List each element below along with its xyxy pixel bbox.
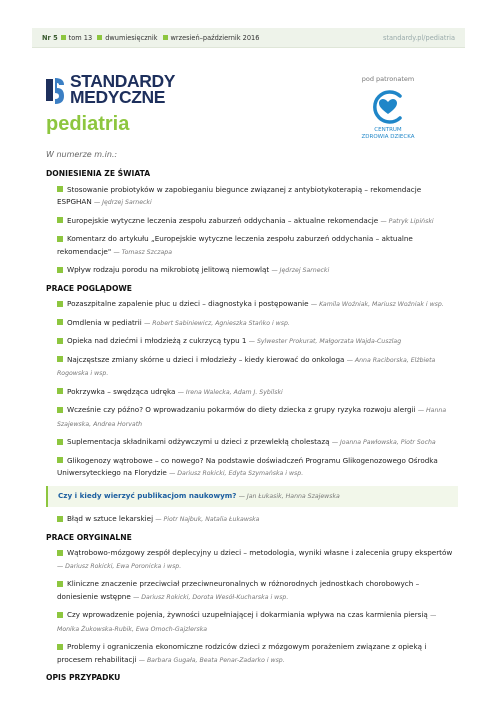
article-title[interactable]: Glikogenozy wątrobowe – co nowego? Na podstawie doświadczeń Programu Glikogenozowego Ośrodka Uniwersyteckiego na Florydzie <box>57 455 438 477</box>
article-authors: — Sylwester Prokurat, Małgorzata Wajda-Cuszlag <box>249 338 401 345</box>
bullet-square-icon <box>57 267 63 273</box>
article-entry[interactable] <box>46 354 458 381</box>
article-entry[interactable] <box>46 513 458 527</box>
brand-wordmark <box>70 73 175 105</box>
bullet-square-icon <box>57 550 63 556</box>
brand-line-1: STANDARDY <box>70 71 175 91</box>
czd-logo-icon <box>368 87 408 127</box>
issue-subtitle: W numerze m.in.: <box>46 150 118 159</box>
article-authors: — Hanna Szajewska, Andrea Horvath <box>57 407 446 428</box>
article-authors: — Robert Sabiniewicz, Agnieszka Stańko i wsp. <box>144 320 290 327</box>
article-entry[interactable] <box>46 386 458 400</box>
article-title[interactable]: Pokrzywka – swędząca udręka <box>67 386 176 396</box>
journal-url[interactable]: standardy.pl/pediatria <box>382 33 455 42</box>
article-authors: — Barbara Gugała, Beata Penar-Zadarko i wsp. <box>139 657 285 664</box>
section-heading: OPIS PRZYPADKU <box>46 673 121 682</box>
article-title[interactable]: Komentarz do artykułu „Europejskie wytyczne leczenia zespołu zaburzeń oddychania – aktualne rekomendacje" <box>57 234 413 256</box>
article-authors: — Anna Raciborska, Elżbieta Rogowska i wsp. <box>57 357 435 378</box>
bullet-square-icon <box>57 319 63 325</box>
brand-line-2: MEDYCZNE <box>70 87 165 107</box>
section-heading: PRACE POGLĄDOWE <box>46 283 132 293</box>
article-entry[interactable] <box>46 436 458 450</box>
bullet-square-icon <box>57 581 63 587</box>
article-authors: — Joanna Pawłowska, Piotr Socha <box>332 439 436 446</box>
highlighted-article[interactable] <box>46 486 458 508</box>
section-heading: DONIESIENIA ZE ŚWIATA <box>46 169 151 178</box>
separator-square-icon <box>61 35 66 40</box>
article-authors: — Monika Żukowska-Rubik, Ewa Omoch-Gajzlerska <box>57 612 436 633</box>
article-entry[interactable] <box>46 455 458 481</box>
separator-square-icon <box>97 35 102 40</box>
article-title[interactable]: Wcześnie czy późno? O wprowadzaniu pokarmów do diety dziecka z grupy ryzyka rozwoju alergii <box>67 405 416 414</box>
article-title[interactable]: Czy wprowadzenie pojenia, żywności uzupełniającej i dokarmiania wpływa na czas karmienia piersią <box>67 610 428 619</box>
article-authors: — Kamila Woźniak, Mariusz Woźniak i wsp. <box>311 301 444 308</box>
bullet-square-icon <box>57 612 63 618</box>
separator-square-icon <box>163 35 168 40</box>
article-title[interactable]: Czy i kiedy wierzyć publikacjom naukowym? <box>58 490 237 500</box>
bullet-square-icon <box>57 439 63 445</box>
article-title[interactable]: Wątrobowo-mózgowy zespół deplecyjny u dzieci – metodologia, wyniki własne i zalecenia grupy ekspertów <box>67 548 453 557</box>
bullet-square-icon <box>57 301 63 307</box>
article-authors: — Dariusz Rokicki, Dorota Wesół-Kucharska i wsp. <box>133 594 288 601</box>
article-entry[interactable] <box>46 317 458 331</box>
article-title[interactable]: Najczęstsze zmiany skórne u dzieci i młodzieży – kiedy kierować do onkologa <box>67 354 345 364</box>
section-heading: PRACE ORYGINALNE <box>46 532 132 542</box>
patron-org-line-2: ZDROWIA DZIECKA <box>361 134 415 140</box>
article-entry[interactable] <box>46 264 458 278</box>
patron-org-line-1: CENTRUM <box>374 127 402 133</box>
article-authors: — Patryk Lipiński <box>381 218 434 225</box>
article-authors: — Irena Walecka, Adam J. Sybilski <box>178 389 283 396</box>
article-authors: — Dariusz Rokicki, Edyta Szymańska i wsp. <box>169 470 303 477</box>
table-of-contents <box>46 166 458 688</box>
patronage-block <box>352 75 424 141</box>
article-entry[interactable] <box>46 547 458 573</box>
journal-logo <box>46 73 196 109</box>
article-title[interactable]: Pozaszpitalne zapalenie płuc u dzieci – diagnostyka i postępowanie <box>67 299 309 308</box>
bullet-square-icon <box>57 217 63 223</box>
frequency: dwumiesięcznik <box>105 33 158 42</box>
issue-number: Nr 5 <box>42 33 58 42</box>
bullet-square-icon <box>57 186 63 192</box>
bullet-square-icon <box>57 236 63 242</box>
article-entry[interactable] <box>46 641 458 667</box>
article-entry[interactable] <box>46 233 458 259</box>
bullet-square-icon <box>57 516 63 522</box>
standardy-logo-icon <box>46 76 66 106</box>
bullet-square-icon <box>57 356 63 362</box>
bullet-square-icon <box>57 457 63 463</box>
issue-period: wrzesień–październik 2016 <box>170 33 260 42</box>
article-authors: — Tomasz Szczapa <box>113 249 172 256</box>
article-authors: — Piotr Najbuk, Natalia Łukawska <box>155 516 259 523</box>
article-entry[interactable] <box>46 298 458 312</box>
article-authors: — Jędrzej Sarnecki <box>94 199 152 206</box>
article-title[interactable]: Europejskie wytyczne leczenia zespołu zaburzeń oddychania – aktualne rekomendacje <box>67 215 379 225</box>
article-title[interactable]: Kliniczne znaczenie przeciwciał przeciwneuronalnych w różnorodnych jednostkach chorobowych – doniesienie wstępne <box>57 579 420 601</box>
volume: tom 13 <box>68 33 93 42</box>
article-authors: — Jan Łukasik, Hanna Szajewska <box>239 493 340 500</box>
article-entry[interactable] <box>46 578 458 604</box>
article-title[interactable]: Opieka nad dziećmi i młodzieżą z cukrzycą typu 1 <box>67 336 247 345</box>
article-entry[interactable] <box>46 184 458 210</box>
article-title[interactable]: Wpływ rodzaju porodu na mikrobiotę jelitową niemowląt <box>67 265 270 274</box>
article-entry[interactable] <box>46 609 458 636</box>
header-bar <box>32 28 465 48</box>
patronage-label: pod patronatem <box>361 75 415 83</box>
bullet-square-icon <box>57 338 63 344</box>
article-entry[interactable] <box>46 335 458 349</box>
article-title[interactable]: Błąd w sztuce lekarskiej <box>67 514 154 523</box>
bullet-square-icon <box>57 388 63 394</box>
article-title[interactable]: Omdlenia w pediatrii <box>67 317 142 327</box>
article-entry[interactable] <box>46 404 458 431</box>
article-title[interactable]: Stosowanie probiotyków w zapobieganiu biegunce związanej z antybiotykoterapią – rekomendacje ESPGHAN <box>57 184 422 206</box>
article-authors: — Jędrzej Sarnecki <box>272 267 330 274</box>
bullet-square-icon <box>57 644 63 650</box>
article-entry[interactable] <box>46 215 458 229</box>
article-title[interactable]: Suplementacja składnikami odżywczymi u dzieci z przewlekłą cholestazą <box>67 437 330 446</box>
article-authors: — Dariusz Rokicki, Ewa Poronicka i wsp. <box>57 563 181 570</box>
journal-title: pediatria <box>46 113 130 135</box>
article-title[interactable]: Problemy i ograniczenia ekonomiczne rodziców dzieci z mózgowym porażeniem związane z opieką i procesem rehabilitacji <box>57 642 427 664</box>
bullet-square-icon <box>57 407 63 413</box>
